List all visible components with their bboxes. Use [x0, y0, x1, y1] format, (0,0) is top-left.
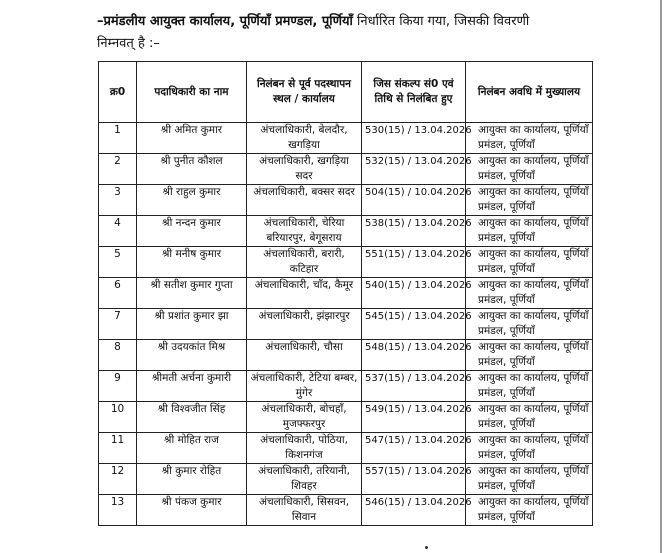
suspension-table	[98, 61, 593, 526]
previous-posting-cell: अंचलाधिकारी, बेलदौर, खगड़िया	[247, 123, 362, 154]
officer-name-cell: श्रीमती अर्चना कुमारी	[137, 371, 247, 402]
table-row	[99, 309, 593, 340]
table-row	[99, 464, 593, 495]
intro-rest-text: निर्धारित किया गया, जिसकी विवरणी	[352, 14, 530, 29]
resolution-cell: 547(15) / 13.04.2026	[362, 433, 466, 464]
table-row	[99, 123, 593, 154]
table-row	[99, 402, 593, 433]
headquarters-cell: आयुक्त का कार्यालय, पूर्णियाँ प्रमंडल, पूर्णियाँ	[466, 154, 593, 185]
headquarters-cell: आयुक्त का कार्यालय, पूर्णियाँ प्रमंडल, पूर्णियाँ	[466, 495, 593, 526]
headquarters-cell: आयुक्त का कार्यालय, पूर्णियाँ प्रमंडल, पूर्णियाँ	[466, 371, 593, 402]
table-header-row	[99, 62, 593, 123]
headquarters-cell: आयुक्त का कार्यालय, पूर्णियाँ प्रमंडल, पूर्णियाँ	[466, 185, 593, 216]
previous-posting-cell: अंचलाधिकारी, चौसा	[247, 340, 362, 371]
header-headquarters: निलंबन अवधि में मुख्यालय	[466, 62, 593, 123]
previous-posting-cell: अंचलाधिकारी, पोठिया, किशनगंज	[247, 433, 362, 464]
resolution-cell: 548(15) / 13.04.2026	[362, 340, 466, 371]
table-row	[99, 340, 593, 371]
officer-name-cell: श्री नन्दन कुमार	[137, 216, 247, 247]
officer-name-cell: श्री सतीश कुमार गुप्ता	[137, 278, 247, 309]
intro-bold-text: –प्रमंडलीय आयुक्त कार्यालय, पूर्णियाँ प्रमण्डल, पूर्णियाँ	[97, 14, 353, 29]
serial-cell: 6	[99, 278, 137, 309]
officer-name-cell: श्री प्रशांत कुमार झा	[137, 309, 247, 340]
serial-cell: 10	[99, 402, 137, 433]
header-resolution: जिस संकल्प सं0 एवं तिथि से निलंबित हुए	[362, 62, 466, 123]
resolution-cell: 530(15) / 13.04.2026	[362, 123, 466, 154]
headquarters-cell: आयुक्त का कार्यालय, पूर्णियाँ प्रमंडल, पूर्णियाँ	[466, 464, 593, 495]
previous-posting-cell: अंचलाधिकारी, तरियानी, शिवहर	[247, 464, 362, 495]
serial-cell: 1	[99, 123, 137, 154]
officer-name-cell: श्री राहुल कुमार	[137, 185, 247, 216]
previous-posting-cell: अंचलाधिकारी, बोचहाँ, मुजफ्फरपुर	[247, 402, 362, 433]
resolution-cell: 551(15) / 13.04.2026	[362, 247, 466, 278]
serial-cell: 5	[99, 247, 137, 278]
resolution-cell: 549(15) / 13.04.2026	[362, 402, 466, 433]
intro-line-2: निम्नवत् है :–	[97, 36, 160, 51]
headquarters-cell: आयुक्त का कार्यालय, पूर्णियाँ प्रमंडल, पूर्णियाँ	[466, 309, 593, 340]
headquarters-cell: आयुक्त का कार्यालय, पूर्णियाँ प्रमंडल, पूर्णियाँ	[466, 433, 593, 464]
table-row	[99, 433, 593, 464]
resolution-cell: 557(15) / 13.04.2026	[362, 464, 466, 495]
headquarters-cell: आयुक्त का कार्यालय, पूर्णियाँ प्रमंडल, पूर्णियाँ	[466, 402, 593, 433]
serial-cell: 4	[99, 216, 137, 247]
header-previous-posting: निलंबन से पूर्व पदस्थापन स्थल / कार्यालय	[247, 62, 362, 123]
table-row	[99, 371, 593, 402]
officer-name-cell: श्री उदयकांत मिश्र	[137, 340, 247, 371]
previous-posting-cell: अंचलाधिकारी, बरारी, कटिहार	[247, 247, 362, 278]
resolution-cell: 504(15) / 10.04.2026	[362, 185, 466, 216]
headquarters-cell: आयुक्त का कार्यालय, पूर्णियाँ प्रमंडल, पूर्णियाँ	[466, 278, 593, 309]
page-cutoff-mark	[425, 546, 428, 549]
table-row	[99, 247, 593, 278]
previous-posting-cell: अंचलाधिकारी, सिसवन, सिवान	[247, 495, 362, 526]
headquarters-cell: आयुक्त का कार्यालय, पूर्णियाँ प्रमंडल, पूर्णियाँ	[466, 123, 593, 154]
previous-posting-cell: अंचलाधिकारी, खगड़िया सदर	[247, 154, 362, 185]
resolution-cell: 537(15) / 13.04.2026	[362, 371, 466, 402]
headquarters-cell: आयुक्त का कार्यालय, पूर्णियाँ प्रमंडल, पूर्णियाँ	[466, 340, 593, 371]
serial-cell: 12	[99, 464, 137, 495]
officer-name-cell: श्री पंकज कुमार	[137, 495, 247, 526]
resolution-cell: 545(15) / 13.04.2026	[362, 309, 466, 340]
serial-cell: 2	[99, 154, 137, 185]
previous-posting-cell: अंचलाधिकारी, चेरिया बरियारपुर, बेगूसराय	[247, 216, 362, 247]
officer-name-cell: श्री कुमार रोहित	[137, 464, 247, 495]
table-body	[99, 123, 593, 526]
header-officer-name: पदाधिकारी का नाम	[137, 62, 247, 123]
serial-cell: 11	[99, 433, 137, 464]
headquarters-cell: आयुक्त का कार्यालय, पूर्णियाँ प्रमंडल, पूर्णियाँ	[466, 247, 593, 278]
serial-cell: 3	[99, 185, 137, 216]
intro-paragraph	[97, 11, 597, 55]
serial-cell: 13	[99, 495, 137, 526]
table-row	[99, 495, 593, 526]
officer-name-cell: श्री अमित कुमार	[137, 123, 247, 154]
headquarters-cell: आयुक्त का कार्यालय, पूर्णियाँ प्रमंडल, पूर्णियाँ	[466, 216, 593, 247]
officer-name-cell: श्री मनीष कुमार	[137, 247, 247, 278]
resolution-cell: 538(15) / 13.04.2026	[362, 216, 466, 247]
resolution-cell: 546(15) / 13.04.2026	[362, 495, 466, 526]
previous-posting-cell: अंचलाधिकारी, चाँद, कैमूर	[247, 278, 362, 309]
table-row	[99, 185, 593, 216]
officer-name-cell: श्री विश्वजीत सिंह	[137, 402, 247, 433]
table-row	[99, 216, 593, 247]
table-row	[99, 154, 593, 185]
serial-cell: 7	[99, 309, 137, 340]
previous-posting-cell: अंचलाधिकारी, टेटिया बम्बर, मुंगेर	[247, 371, 362, 402]
serial-cell: 8	[99, 340, 137, 371]
table-row	[99, 278, 593, 309]
resolution-cell: 540(15) / 13.04.2026	[362, 278, 466, 309]
previous-posting-cell: अंचलाधिकारी, बक्सर सदर	[247, 185, 362, 216]
intro-line-1	[97, 11, 597, 33]
officer-name-cell: श्री पुनीत कौशल	[137, 154, 247, 185]
serial-cell: 9	[99, 371, 137, 402]
header-serial: क्र0	[99, 62, 137, 123]
resolution-cell: 532(15) / 13.04.2026	[362, 154, 466, 185]
previous-posting-cell: अंचलाधिकारी, झंझारपुर	[247, 309, 362, 340]
officer-name-cell: श्री मोहित राज	[137, 433, 247, 464]
